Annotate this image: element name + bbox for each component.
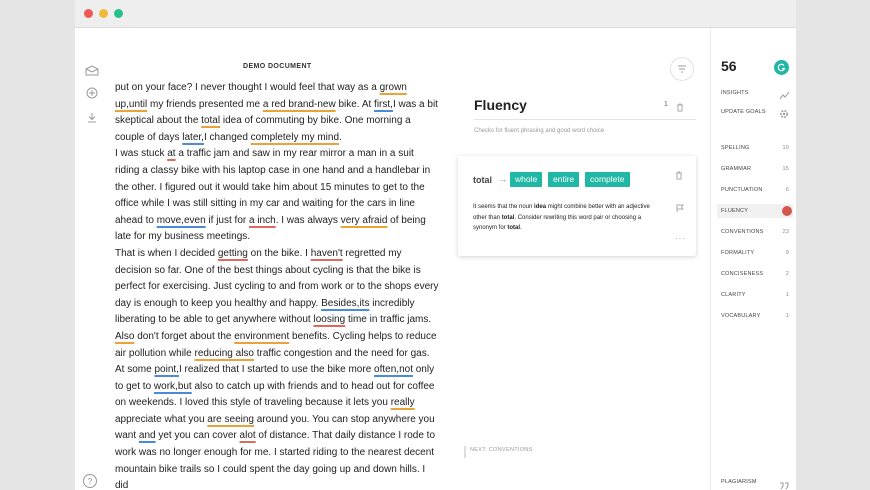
title-bar: [75, 0, 796, 28]
text-run: idea of commuting by bike. One morning a couple of days: [115, 115, 411, 143]
category-punctuation[interactable]: [717, 183, 793, 197]
category-conciseness[interactable]: [717, 267, 793, 281]
flagged-text[interactable]: haven't: [310, 247, 343, 259]
flagged-word: total: [473, 175, 492, 185]
text-run: That is when I decided: [115, 247, 218, 259]
emphasized-word: total: [507, 225, 521, 231]
category-clarity[interactable]: [717, 288, 793, 302]
text-run: around you. You can stop anywhere you want: [115, 413, 435, 442]
suggestion-chip[interactable]: whole: [510, 172, 542, 187]
flagged-text[interactable]: really: [390, 397, 415, 409]
panel-description: Checks for fluent phrasing and good word choice: [474, 128, 605, 134]
text-run: It seems that the noun: [473, 204, 535, 210]
left-rail: [75, 28, 111, 490]
text-run: put on your face? I never thought I would feel that way as a: [115, 82, 380, 93]
category-vocabulary[interactable]: [717, 309, 793, 323]
document-paragraph[interactable]: [115, 362, 441, 490]
flagged-text[interactable]: a red brand-new: [262, 98, 336, 110]
more-icon[interactable]: ···: [675, 234, 686, 243]
text-run: only to get to: [115, 364, 435, 392]
text-run: don't forget about the: [134, 330, 235, 342]
flagged-text[interactable]: and: [138, 430, 156, 442]
download-icon[interactable]: [83, 108, 101, 126]
category-fluency[interactable]: [717, 204, 793, 218]
flagged-text[interactable]: reducing also: [194, 347, 254, 359]
category-count: 1: [785, 292, 789, 298]
panel-title: Fluency: [474, 97, 527, 113]
text-run: of distance. That daily distance I rode to work was no longer enough for me. I started riding to the nearest decent mountain bike trails so I could spent the day going up and down hills. I did: [115, 430, 436, 490]
flagged-text[interactable]: total: [201, 115, 221, 127]
text-run: of being late for my business meetings.: [115, 214, 426, 243]
text-run: benefits. Cycling helps to reduce air pollution while: [115, 330, 437, 359]
category-count: 2: [785, 271, 789, 277]
text-run: on the bike. I: [247, 247, 311, 259]
category-count: 10: [782, 145, 789, 151]
text-run: appreciate what you: [115, 413, 208, 425]
document-paragraph[interactable]: [115, 146, 441, 246]
flagged-text[interactable]: are seeing: [207, 413, 254, 425]
category-label: CLARITY: [721, 292, 746, 298]
text-run: .: [520, 225, 522, 231]
text-run: I changed: [203, 131, 251, 143]
flagged-text[interactable]: work,but: [153, 380, 192, 392]
text-run: time in traffic jams.: [345, 314, 432, 326]
arrow-icon: →: [498, 174, 507, 184]
suggestion-explanation: [473, 202, 663, 234]
category-count: 9: [785, 250, 789, 256]
flagged-text[interactable]: often,not: [374, 364, 413, 376]
category-count: 15: [782, 166, 789, 172]
document-title: DEMO DOCUMENT: [243, 63, 312, 70]
document-body[interactable]: [115, 80, 441, 490]
divider: [474, 119, 696, 120]
flagged-text[interactable]: grown up,until: [115, 82, 407, 110]
text-run: . Consider rewriting this word pair or choosing a synonym for: [473, 214, 642, 231]
suggestion-chip[interactable]: entire: [548, 172, 579, 187]
flagged-text[interactable]: at: [167, 148, 176, 160]
text-run: .: [339, 131, 342, 143]
flagged-text[interactable]: completely my mind: [250, 131, 340, 143]
category-label: SPELLING: [721, 145, 750, 151]
text-run: incredibly liberating to be able to get anywhere without: [115, 297, 415, 326]
category-label: CONVENTIONS: [721, 229, 764, 235]
flagged-text[interactable]: alot: [239, 430, 256, 442]
minimize-window-button[interactable]: [99, 9, 108, 18]
emphasized-word: total: [501, 214, 515, 221]
category-label: FLUENCY: [721, 208, 749, 214]
text-run: regretted my decision so far. One of the best things about cycling is that the bike is perfect for exercising. Just cycling to and from work or to the shops every day is enough to keep you healthy and happy.: [115, 247, 439, 309]
score-badge-icon[interactable]: [774, 60, 789, 75]
emphasized-word: idea: [534, 204, 547, 210]
category-label: VOCABULARY: [721, 313, 761, 319]
flagged-text[interactable]: move,even: [156, 214, 206, 226]
text-run: my friends presented me: [147, 98, 263, 110]
category-conventions[interactable]: [717, 225, 793, 239]
category-grammar[interactable]: [717, 162, 793, 176]
text-run: yet you can cover: [155, 430, 240, 442]
insights-chart-icon[interactable]: [779, 87, 790, 105]
text-run: a traffic jam and saw in my rear mirror a man in a suit riding a classy bike with his laptop case in one hand and a handlebar in the other. I figured out it would take him about 15 minutes to get to the office while I was still sitting in my car and waiting for the cars in line ahead to: [115, 148, 431, 226]
app-window: [75, 0, 796, 490]
text-run: I was a bit skeptical about the: [115, 98, 438, 127]
flagged-text[interactable]: Also: [115, 330, 135, 342]
flagged-text[interactable]: loosing: [313, 314, 346, 326]
flagged-text[interactable]: later,: [182, 131, 204, 143]
suggestion-chip[interactable]: complete: [585, 172, 630, 187]
text-run: At some: [115, 364, 155, 376]
category-label: PUNCTUATION: [721, 187, 763, 193]
text-run: if just for: [205, 214, 249, 226]
insights-link[interactable]: INSIGHTS: [721, 90, 749, 96]
document-paragraph[interactable]: [115, 80, 441, 146]
trash-icon[interactable]: [676, 99, 684, 117]
goals-gear-icon[interactable]: [779, 106, 789, 124]
category-label: FORMALITY: [721, 250, 755, 256]
text-run: might combine better with an adjective other than: [473, 204, 650, 221]
category-label: CONCISENESS: [721, 271, 764, 277]
maximize-window-button[interactable]: [114, 9, 123, 18]
flagged-text[interactable]: environment: [234, 330, 290, 342]
flag-icon[interactable]: [676, 200, 684, 218]
suggestion-card[interactable]: [458, 156, 696, 256]
mail-icon[interactable]: [83, 61, 101, 79]
category-count: 1: [785, 313, 789, 319]
flagged-text[interactable]: first,: [374, 98, 393, 110]
text-run: bike. At: [335, 98, 375, 110]
plus-icon[interactable]: [83, 84, 101, 102]
category-formality[interactable]: [717, 246, 793, 260]
flagged-text[interactable]: point,: [154, 364, 179, 376]
overall-score: 56: [721, 58, 737, 74]
flagged-text[interactable]: Besides,its: [321, 297, 370, 309]
category-count: 23: [782, 229, 789, 235]
flagged-text[interactable]: getting: [217, 247, 248, 259]
close-window-button[interactable]: [84, 9, 93, 18]
trash-icon[interactable]: [675, 167, 683, 185]
text-run: . I was always: [275, 214, 341, 226]
next-indicator: [464, 446, 466, 458]
category-count: 6: [785, 187, 789, 193]
category-spelling[interactable]: [717, 141, 793, 155]
next-category-link[interactable]: NEXT: CONVENTIONS: [470, 447, 533, 453]
right-sidebar: [710, 28, 796, 490]
flagged-text[interactable]: very afraid: [340, 214, 388, 226]
text-run: I realized that I started to use the bike more: [178, 364, 375, 376]
plagiarism-link[interactable]: PLAGIARISM: [721, 479, 757, 485]
text-run: I was stuck: [115, 148, 168, 160]
filter-icon[interactable]: [670, 57, 694, 81]
panel-count: 1: [664, 101, 668, 108]
plagiarism-quote-icon[interactable]: [779, 477, 789, 490]
flagged-text[interactable]: a inch: [249, 214, 276, 226]
active-category-indicator: [782, 206, 792, 216]
text-run: traffic congestion and the need for gas.: [253, 347, 430, 359]
help-icon[interactable]: ?: [83, 474, 97, 488]
text-run: also to catch up with friends and to head out for coffee on weekends. I loved this style of traveling because it lets you: [115, 380, 435, 409]
document-paragraph[interactable]: [115, 246, 441, 362]
update-goals-link[interactable]: UPDATE GOALS: [721, 109, 766, 115]
category-label: GRAMMAR: [721, 166, 752, 172]
